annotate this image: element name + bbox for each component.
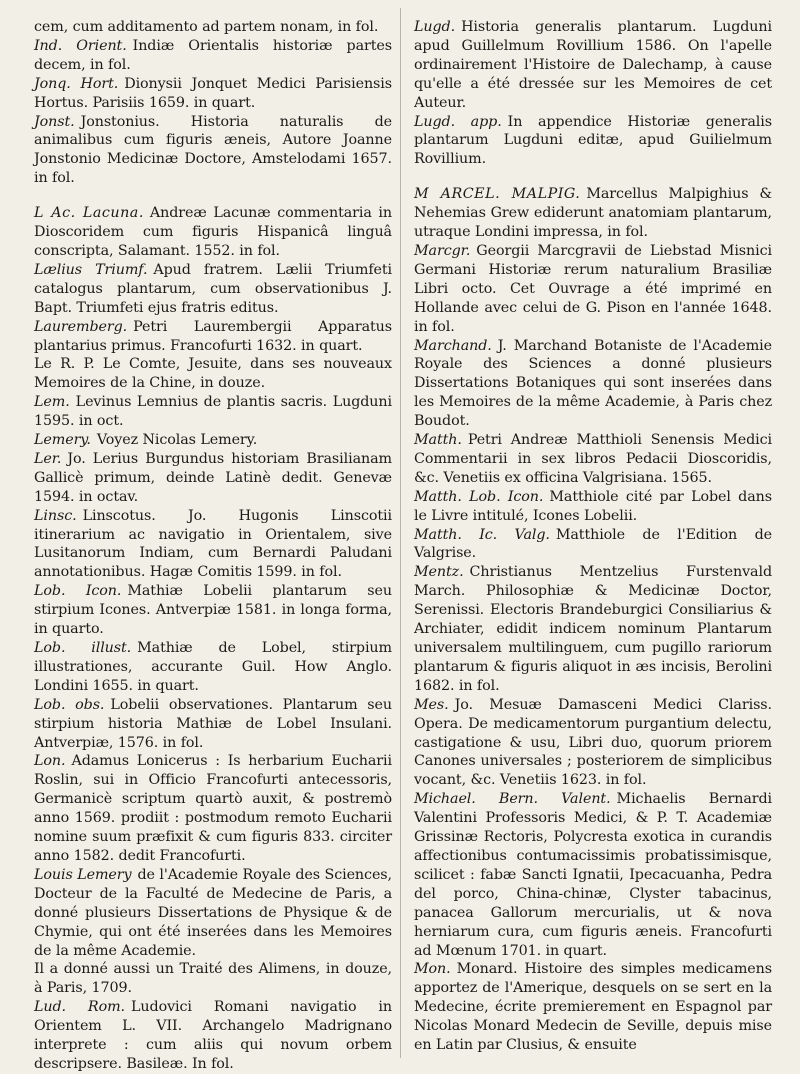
entry: Ind. Orient. Indiæ Orientalis historiæ partes decem, in fol.	[34, 37, 393, 73]
column-divider	[400, 8, 401, 1058]
entry: Marchand. J. Marchand Botaniste de l'Academie Royale des Sciences a donné plusieurs Dissertations Botaniques qui sont inserées dans les Memoires de la même Academie, à Paris chez Boudot.	[414, 337, 772, 430]
entry-abbreviation: Marchand.	[414, 337, 492, 354]
entry-abbreviation: Lud. Rom.	[34, 999, 126, 1016]
entry-abbreviation: Ind. Orient.	[34, 37, 127, 54]
entry-abbreviation: Michael. Bern. Valent.	[414, 791, 611, 808]
left-column	[34, 18, 392, 1074]
entry: Lugd. Historia generalis plantarum. Lugduni apud Guillelmum Rovillium 1586. On l'apelle ordinairement l'Histoire de Dalechamp, à cause qu'elle a été dressée sur les Memoires de cet Auteur.	[414, 19, 772, 111]
entry-abbreviation: Mon.	[414, 961, 451, 978]
entry: Le R. P. Le Comte, Jesuite, dans ses nouveaux Memoires de la Chine, in douze.	[34, 356, 392, 392]
entry: Lon. Adamus Lonicerus : Is herbarium Eucharii Roslin, sui in Officio Francofurti antecessoris, Germanicè scriptum quartò auxit, & postremò anno 1569. prodiit : postmodum remoto Eucharii nomine suum præfixit & cum figuris 833. circiter anno 1582. dedit Francofurti.	[34, 753, 392, 864]
right-column	[414, 18, 772, 1055]
entry-abbreviation: Matth.	[414, 432, 462, 449]
entry-abbreviation: Lugd.	[414, 19, 456, 35]
entry-abbreviation: Lem.	[34, 394, 70, 411]
entry-abbreviation: Jonst.	[34, 113, 75, 130]
entry: Lem. Levinus Lemnius de plantis sacris. Lugduni 1595. in oct.	[34, 394, 392, 430]
entry-abbreviation: Jonq. Hort.	[34, 75, 119, 92]
entry: Jonst. Jonstonius. Historia naturalis de animalibus cum figuris æneis, Autore Joanne Jonstonio Medicinæ Doctore, Amstelodami 1657. in fol.	[34, 113, 392, 187]
entry: Jonq. Hort. Dionysii Jonquet Medici Parisiensis Hortus. Parisiis 1659. in quart.	[34, 75, 392, 111]
entry-abbreviation: Mes.	[414, 696, 449, 713]
entry: Michael. Bern. Valent. Michaelis Bernardi Valentini Professoris Medici, & P. T. Academiæ Grissinæ Rectoris, Polycresta exotica in curandis affectionibus contumacissimis probatissimisque, scilicet : fabæ Sancti Ignatii, Ipecacuanha, Pedra del porco, China-chinæ, Clyster tabacinus, panacea Gallorum mercurialis, ut & nova herniarum cura, cum figuris æneis. Francofurti ad Mœnum 1701. in quart.	[414, 791, 773, 959]
entry: Mentz. Christianus Mentzelius Furstenvald March. Philosophiæ & Medicinæ Doctor, Serenissi. Electoris Brandeburgici Consiliarius & Archiater, edidit indicem nominum Plantarum universalem multilinguem, cum pugillo rariorum plantarum & figuris aliquot in æs incisis, Berolini 1682. in fol.	[414, 564, 772, 694]
entry-abbreviation: Louis Lemery	[34, 866, 132, 883]
entry: Mes. Jo. Mesuæ Damasceni Medici Clariss. Opera. De medicamentorum purgantium delectu, castigatione & usu, Libri duo, quorum priorem Canones universales ; posteriorem de simplicibus vocant, &c. Venetiis 1623. in fol.	[414, 696, 772, 789]
entry-abbreviation: Lauremberg.	[34, 318, 128, 335]
entry-abbreviation: Linsc.	[34, 507, 77, 524]
entry: cem, cum additamento ad partem nonam, in fol.	[34, 19, 379, 35]
entry-abbreviation: Lugd. app.	[414, 113, 502, 130]
entry: Il a donné aussi un Traité des Alimens, in douze, à Paris, 1709.	[34, 961, 392, 997]
entry: Matth. Ic. Valg. Matthiole de l'Edition de Valgrise.	[414, 526, 772, 562]
entry-abbreviation: Lemery.	[34, 432, 91, 449]
entry: Lud. Rom. Ludovici Romani navigatio in Orientem L. VII. Archangelo Madrignano interprete : cum aliis qui novum orbem descripsere. Basileæ. In fol.	[34, 999, 392, 1072]
entry-abbreviation: Lob. Icon.	[34, 583, 122, 600]
entry: Lauremberg. Petri Laurembergii Apparatus plantarius primus. Francofurti 1632. in quart.	[34, 318, 392, 354]
entry-abbreviation: L Ac. Lacuna.	[34, 205, 144, 222]
entry-abbreviation: Matth. Ic. Valg.	[414, 526, 550, 543]
section-entry-L: L Ac. Lacuna. Andreæ Lacunæ commentaria in Dioscoridem cum figuris Hispanicâ linguâ conscripta, Salamant. 1552. in fol.	[34, 205, 392, 259]
entry-abbreviation: Ler.	[34, 450, 62, 467]
entry: Lælius Triumf. Apud fratrem. Lælii Triumfeti catalogus plantarum, cum observationibus J. Bapt. Triumfeti ejus fratris editus.	[34, 261, 392, 316]
entry-abbreviation: Marcgr.	[414, 242, 471, 259]
entry: Mon. Monard. Histoire des simples medicamens apportez de l'Amerique, desquels on se sert en la Medecine, écrite premierement en Espagnol par Nicolas Monard Medecin de Seville, depuis mise en Latin par Clusius, & ensuite	[414, 961, 772, 1054]
entry-abbreviation: Lob. obs.	[34, 696, 105, 713]
entry: Linsc. Linscotus. Jo. Hugonis Linscotii itinerarium ac navigatio in Orientalem, sive Lusitanorum Indiam, cum Bernardi Paludani annotationibus. Hagæ Comitis 1599. in fol.	[34, 507, 392, 581]
entry: Ler. Jo. Lerius Burgundus historiam Brasilianam Gallicè primum, deinde Latinè dedit. Genevæ 1594. in octav.	[34, 450, 392, 505]
entry-abbreviation: Lon.	[34, 753, 66, 770]
entry-abbreviation: Lob. illust.	[34, 640, 132, 656]
entry-abbreviation: Lælius Triumf.	[34, 261, 148, 278]
entry-abbreviation: M ARCEL. MALPIG.	[414, 186, 581, 203]
entry: Matth. Lob. Icon. Matthiole cité par Lobel dans le Livre intitulé, Icones Lobelii.	[414, 488, 773, 524]
entry: Louis Lemery de l'Academie Royale des Sciences, Docteur de la Faculté de Medecine de Paris, a donné plusieurs Dissertations de Physique & de Chymie, qui ont été inserées dans les Memoires de la même Academie.	[34, 866, 392, 959]
section-entry-M: M ARCEL. MALPIG. Marcellus Malpighius & Nehemias Grew ediderunt anatomiam plantarum, utraque Londini impressa, in fol.	[414, 186, 772, 241]
entry-abbreviation: Mentz.	[414, 564, 464, 581]
entry: Matth. Petri Andreæ Matthioli Senensis Medici Commentarii in sex libros Pedacii Dioscoridis, &c. Venetiis ex officina Valgrisiana. 1565.	[414, 432, 772, 486]
entry: Lob. obs. Lobelii observationes. Plantarum seu stirpium historia Mathiæ de Lobel Insulani. Antverpiæ, 1576. in fol.	[34, 696, 393, 751]
entry: Marcgr. Georgii Marcgravii de Liebstad Misnici Germani Historiæ rerum naturalium Brasiliæ Libri octo. Cet Ouvrage a été imprimé en Hollande avec celui de G. Pison en l'année 1648. in fol.	[414, 242, 772, 335]
entry: Lemery. Voyez Nicolas Lemery.	[34, 432, 258, 449]
entry-abbreviation: Matth. Lob. Icon.	[414, 488, 544, 505]
entry: Lugd. app. In appendice Historiæ generalis plantarum Lugduni editæ, apud Guilielmum Rovillium.	[414, 113, 772, 168]
entry: Lob. Icon. Mathiæ Lobelii plantarum seu stirpium Icones. Antverpiæ 1581. in longa forma, in quarto.	[34, 583, 392, 638]
entry: Lob. illust. Mathiæ de Lobel, stirpium illustrationes, accurante Guil. How Anglo. Londini 1655. in quart.	[34, 640, 392, 694]
